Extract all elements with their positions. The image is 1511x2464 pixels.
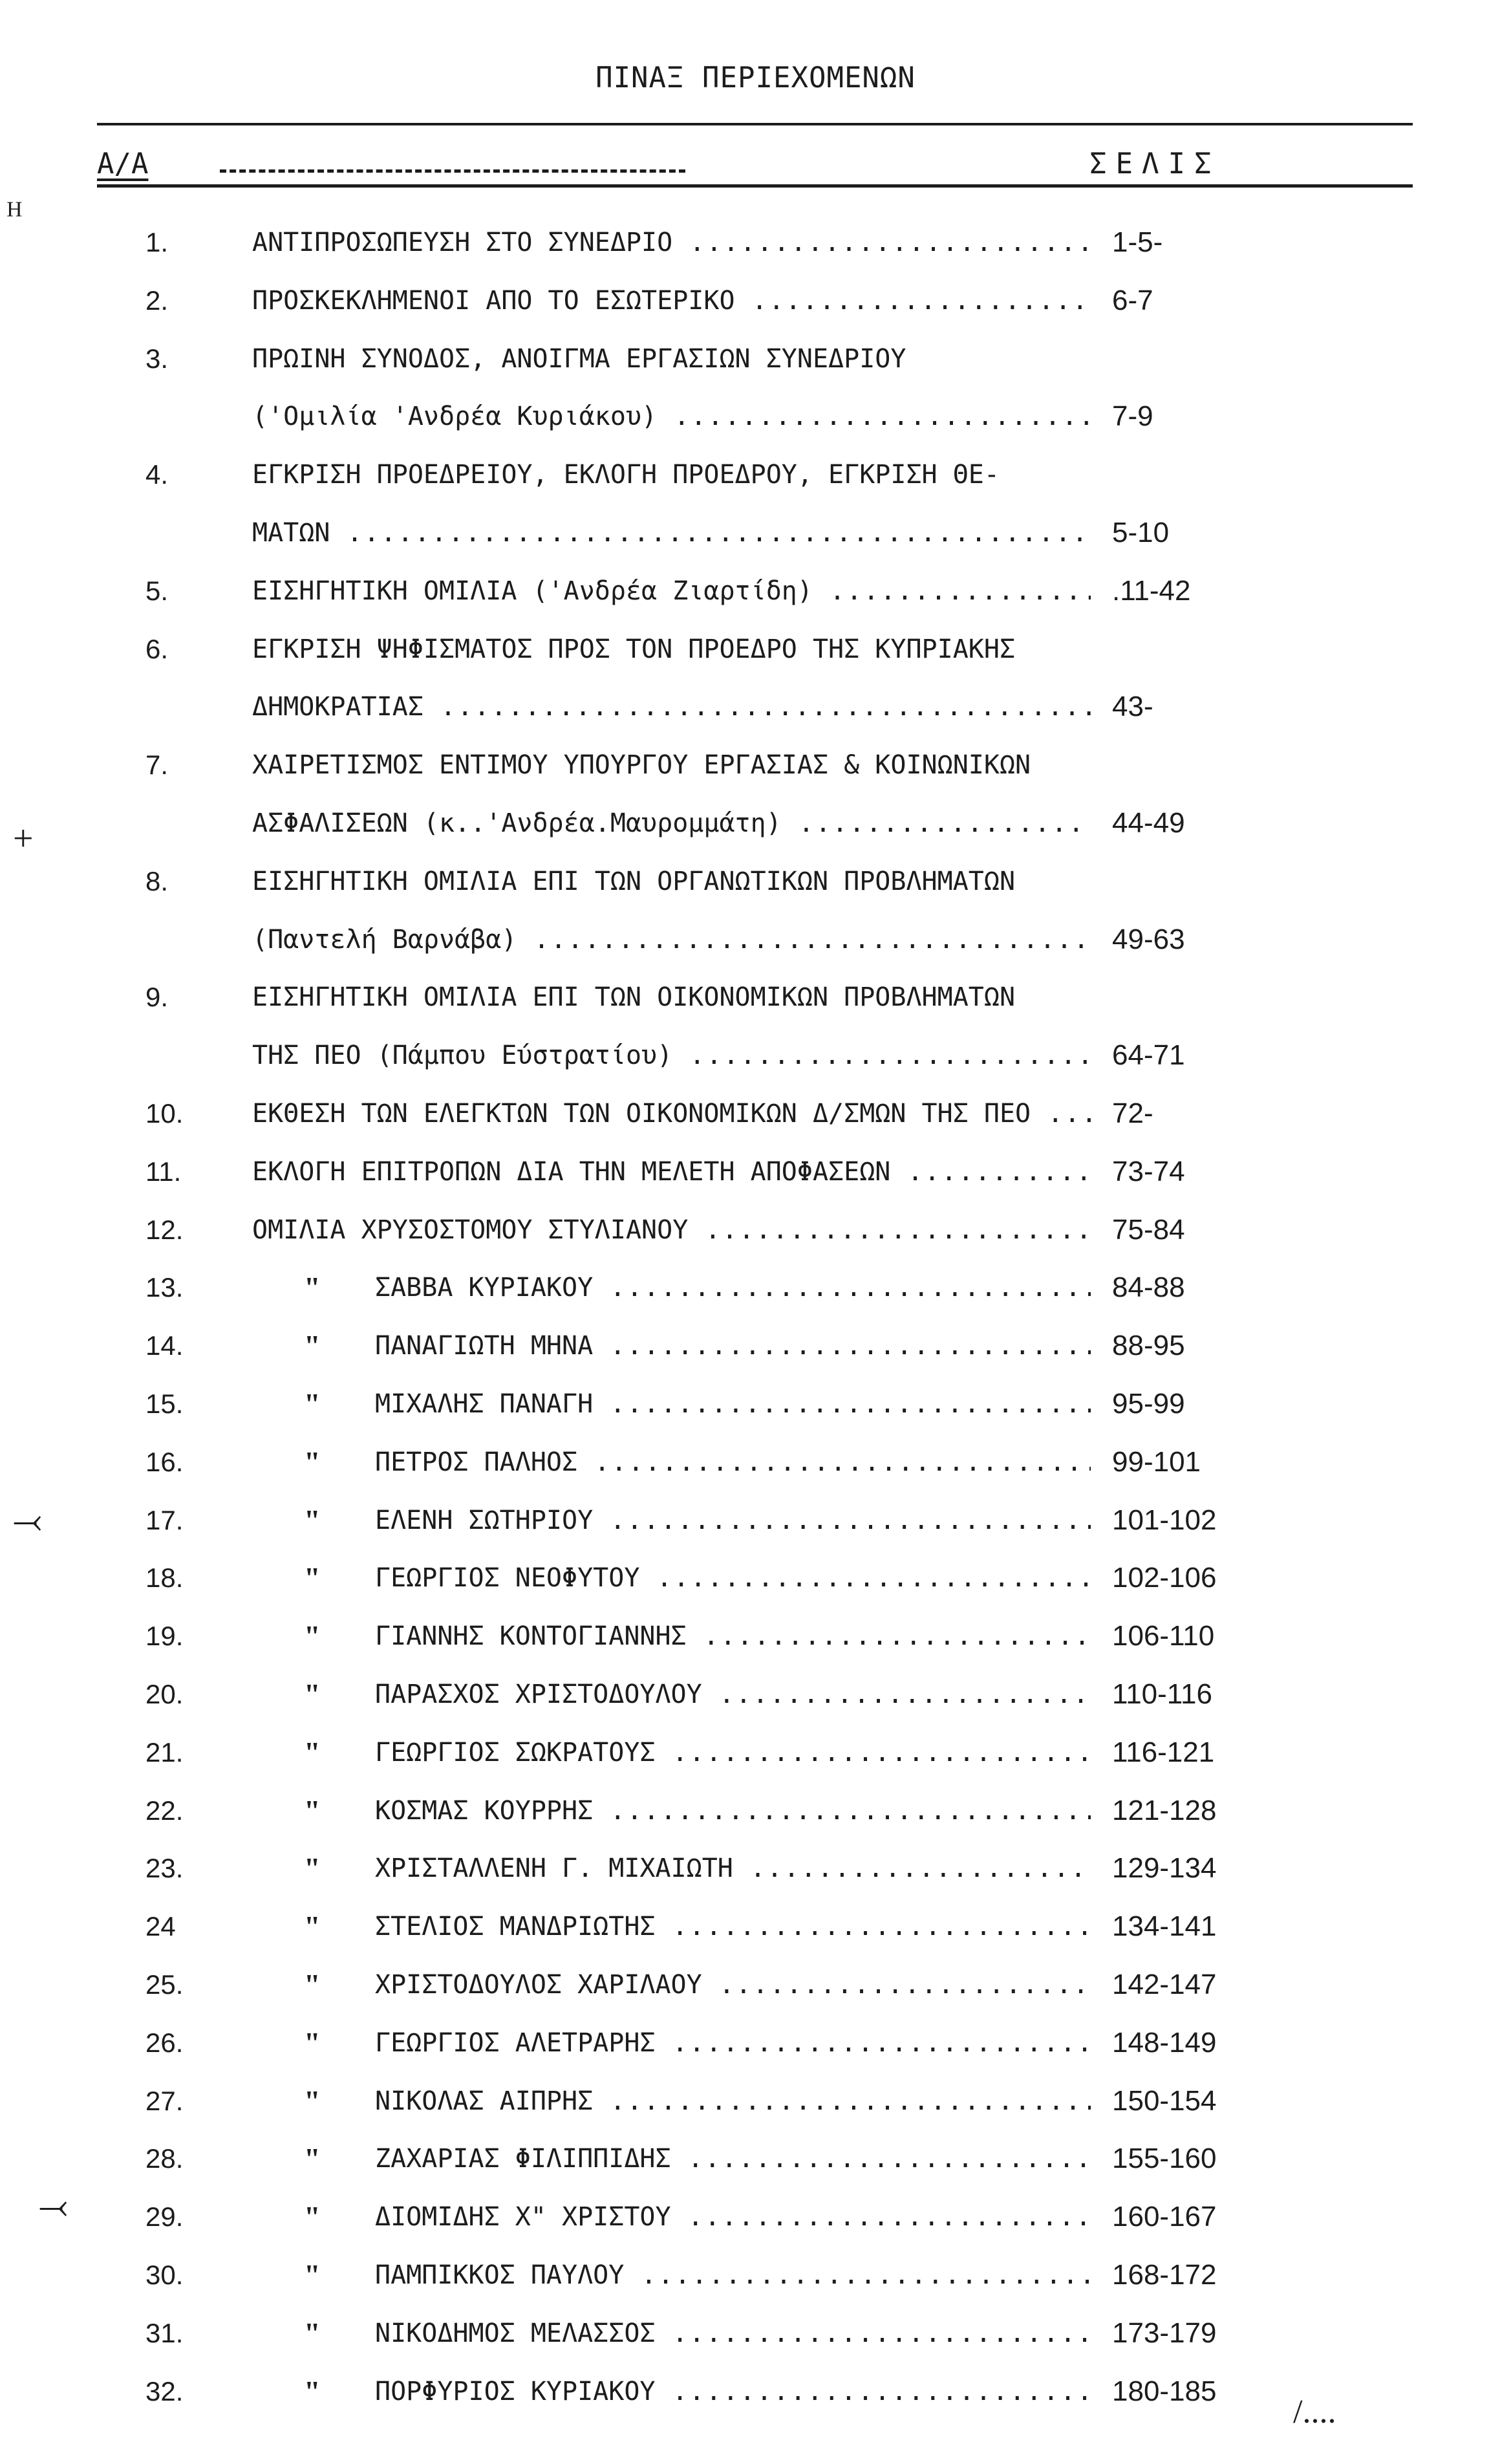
margin-mark-mid-left: + <box>13 819 34 859</box>
entry-number: 16. <box>145 1446 184 1477</box>
entry-number: 22. <box>145 1795 184 1826</box>
toc-entry <box>0 1094 1511 1133</box>
ditto-mark: " <box>304 2316 321 2350</box>
ditto-mark: " <box>304 2374 321 2408</box>
entry-title: ('Ομιλία 'Ανδρέα Κυριάκου) ..... <box>252 397 1091 436</box>
toc-entry <box>0 1965 1511 2004</box>
toc-entry <box>0 2082 1511 2121</box>
entry-pages: 106-110 <box>1112 1620 1215 1652</box>
entry-title: ΓΕΩΡΓΙΟΣ ΑΛΕΤΡΑΡΗΣ ..... <box>375 2024 1091 2062</box>
entry-title: ΣΤΕΛΙΟΣ ΜΑΝΔΡΙΩΤΗΣ ..... <box>375 1907 1091 1946</box>
ditto-mark: " <box>304 2084 321 2117</box>
toc-entry <box>0 1849 1511 1888</box>
ditto-mark: " <box>304 1735 321 1769</box>
ditto-mark: " <box>304 1619 321 1653</box>
entry-pages: 49-63 <box>1112 923 1185 955</box>
ditto-mark: " <box>304 1387 321 1420</box>
entry-title: ΓΕΩΡΓΙΟΣ ΣΩΚΡΑΤΟΥΣ ..... <box>375 1733 1091 1772</box>
entry-title: ΠΑΝΑΓΙΩΤΗ ΜΗΝΑ ..... <box>375 1326 1091 1365</box>
entry-title: ΕΓΚΡΙΣΗ ΨΗΦΙΣΜΑΤΟΣ ΠΡΟΣ ΤΟΝ ΠΡΟΕΔΡΟ ΤΗΣ ΚΥΠΡΙΑΚΗΣ <box>252 634 1016 664</box>
toc-entry <box>0 1675 1511 1714</box>
toc-entry <box>0 513 1511 552</box>
entry-title: ΚΟΣΜΑΣ ΚΟΥΡΡΗΣ ..... <box>375 1791 1091 1830</box>
ditto-mark: " <box>304 1678 321 1711</box>
entry-pages: 134-141 <box>1112 1910 1217 1943</box>
toc-entry <box>0 1326 1511 1365</box>
entry-title: ΟΜΙΛΙΑ ΧΡΥΣΟΣΤΟΜΟΥ ΣΤΥΛΙΑΝΟΥ ..... <box>252 1211 1091 1249</box>
entry-number: 32. <box>145 2375 184 2406</box>
toc-entry <box>0 920 1511 959</box>
toc-entry <box>0 1443 1511 1482</box>
entry-title: ΜΙΧΑΛΗΣ ΠΑΝΑΓΗ ..... <box>375 1385 1091 1423</box>
entry-pages: 173-179 <box>1112 2317 1217 2349</box>
entry-pages: 116-121 <box>1112 1736 1215 1768</box>
entry-number: 17. <box>145 1504 184 1535</box>
entry-title: ΓΙΑΝΝΗΣ ΚΟΝΤΟΓΙΑΝΝΗΣ ..... <box>375 1617 1091 1656</box>
entry-title: ΧΡΙΣΤΟΔΟΥΛΟΣ ΧΑΡΙΛΑΟΥ ..... <box>375 1965 1091 2004</box>
toc-entry <box>0 340 1511 378</box>
entry-number: 26. <box>145 2027 184 2058</box>
entry-pages: 129-134 <box>1112 1852 1217 1885</box>
entry-title: ΠΡΩΙΝΗ ΣΥΝΟΔΟΣ, ΑΝΟΙΓΜΑ ΕΡΓΑΣΙΩΝ ΣΥΝΕΔΡΙΟΥ <box>252 343 906 374</box>
entry-number: 14. <box>145 1330 184 1361</box>
entry-number: 24 <box>145 1911 176 1942</box>
toc-entry <box>0 1152 1511 1191</box>
entry-title: ΧΑΙΡΕΤΙΣΜΟΣ ΕΝΤΙΜΟΥ ΥΠΟΥΡΓΟΥ ΕΡΓΑΣΙΑΣ & ΚΟΙΝΩΝΙΚΩΝ <box>252 750 1031 781</box>
entry-pages: 1-5- <box>1112 226 1163 258</box>
entry-number: 28. <box>145 2143 184 2174</box>
entry-number: 18. <box>145 1562 184 1594</box>
entry-number: 27. <box>145 2085 184 2116</box>
entry-pages: 44-49 <box>1112 807 1185 839</box>
entry-number: 31. <box>145 2317 184 2348</box>
toc-entry <box>0 2256 1511 2295</box>
entry-title: ΑΣΦΑΛΙΣΕΩΝ (κ..'Ανδρέα.Μαυρομμάτη) ..... <box>252 804 1091 843</box>
entry-title: ΤΗΣ ΠΕΟ (Πάμπου Εύστρατίου) ..... <box>252 1036 1091 1075</box>
toc-entry <box>0 978 1511 1017</box>
entry-pages: 84-88 <box>1112 1271 1185 1304</box>
entry-number: 15. <box>145 1389 184 1419</box>
page-title: ΠΙΝΑΞ ΠΕΡΙΕΧΟΜΕΝΩΝ <box>595 61 916 94</box>
toc-entry <box>0 2139 1511 2178</box>
entry-title: ΜΑΤΩΝ ..... <box>252 513 1091 552</box>
entry-number: 29. <box>145 2201 184 2232</box>
entry-title: ΠΟΡΦΥΡΙΟΣ ΚΥΡΙΑΚΟΥ ..... <box>375 2372 1091 2411</box>
toc-entry <box>0 630 1511 669</box>
entry-title: ΔΗΜΟΚΡΑΤΙΑΣ ..... <box>252 687 1091 726</box>
entry-title: ΕΙΣΗΓΗΤΙΚΗ ΟΜΙΛΙΑ ('Ανδρέα Ζιαρτίδη) ..... <box>252 572 1091 611</box>
entry-title: (Παντελή Βαρνάβα) ..... <box>252 920 1091 959</box>
ditto-mark: " <box>304 1852 321 1885</box>
entry-number: 30. <box>145 2260 184 2290</box>
entry-pages: 75-84 <box>1112 1213 1185 1246</box>
ditto-mark: " <box>304 1968 321 2001</box>
toc-entry <box>0 1907 1511 1946</box>
toc-entry <box>0 223 1511 262</box>
entry-pages: 102-106 <box>1112 1562 1217 1594</box>
entry-title: ΕΛΕΝΗ ΣΩΤΗΡΙΟΥ ..... <box>375 1501 1091 1540</box>
toc-entry <box>0 2024 1511 2062</box>
toc-entry <box>0 1385 1511 1423</box>
entry-number: 12. <box>145 1214 184 1245</box>
ditto-mark: " <box>304 1793 321 1827</box>
toc-entry <box>0 2372 1511 2411</box>
ditto-mark: " <box>304 2258 321 2291</box>
entry-pages: 7-9 <box>1112 400 1153 433</box>
entry-pages: 155-160 <box>1112 2143 1217 2175</box>
ditto-mark: " <box>304 1329 321 1363</box>
entry-title: ΠΑΡΑΣΧΟΣ ΧΡΙΣΤΟΔΟΥΛΟΥ ..... <box>375 1675 1091 1714</box>
ditto-mark: " <box>304 1503 321 1537</box>
margin-mark-lower-left: ⤙ <box>13 1501 42 1541</box>
entry-pages: 5-10 <box>1112 517 1170 548</box>
toc-entry <box>0 1791 1511 1830</box>
entry-title: ΧΡΙΣΤΑΛΛΕΝΗ Γ. ΜΙΧΑΙΩΤΗ ..... <box>375 1849 1091 1888</box>
entry-title: ΝΙΚΟΛΑΣ ΑΙΠΡΗΣ ..... <box>375 2082 1091 2121</box>
ditto-mark: " <box>304 1561 321 1595</box>
entry-pages: 121-128 <box>1112 1794 1217 1826</box>
entry-pages: 110-116 <box>1112 1678 1212 1710</box>
entry-number: 3. <box>145 343 169 374</box>
entry-pages: 150-154 <box>1112 2084 1217 2117</box>
entry-number: 6. <box>145 633 169 664</box>
toc-entry <box>0 1559 1511 1597</box>
entry-title: ΓΕΩΡΓΙΟΣ ΝΕΟΦΥΤΟΥ ..... <box>375 1559 1091 1597</box>
toc-entry <box>0 1501 1511 1540</box>
entry-number: 10. <box>145 1098 184 1129</box>
entry-pages: 88-95 <box>1112 1330 1185 1362</box>
entry-pages: 6-7 <box>1112 284 1153 316</box>
header-number-label: Α/Α <box>97 147 149 180</box>
ditto-mark: " <box>304 2200 321 2234</box>
entry-pages: .11-42 <box>1112 574 1191 607</box>
entry-number: 1. <box>145 227 169 257</box>
entry-title: ΕΚΛΟΓΗ ΕΠΙΤΡΟΠΩΝ ΔΙΑ ΤΗΝ ΜΕΛΕΤΗ ΑΠΟΦΑΣΕΩΝ ..... <box>252 1152 1091 1191</box>
entry-pages: 43- <box>1112 691 1153 723</box>
entry-number: 11. <box>145 1156 182 1187</box>
entry-title: ΕΓΚΡΙΣΗ ΠΡΟΕΔΡΕΙΟΥ, ΕΚΛΟΓΗ ΠΡΟΕΔΡΟΥ, ΕΓΚΡΙΣΗ ΘΕ- <box>252 460 1000 490</box>
entry-title: ΠΑΜΠΙΚΚΟΣ ΠΑΥΛΟΥ ..... <box>375 2256 1091 2295</box>
entry-number: 8. <box>145 865 169 896</box>
toc-entry <box>0 2198 1511 2236</box>
entry-pages: 72- <box>1112 1097 1153 1129</box>
entry-pages: 180-185 <box>1112 2375 1217 2407</box>
toc-entry <box>0 1211 1511 1249</box>
toc-entry <box>0 572 1511 611</box>
entry-title: ΣΑΒΒΑ ΚΥΡΙΑΚΟΥ ..... <box>375 1268 1091 1307</box>
margin-mark-top-left: ᴴ <box>6 195 23 235</box>
toc-entry <box>0 1733 1511 1772</box>
entry-number: 7. <box>145 750 169 781</box>
entry-number: 4. <box>145 459 169 490</box>
entry-number: 20. <box>145 1679 184 1709</box>
ditto-mark: " <box>304 1910 321 1943</box>
entry-title: ΖΑΧΑΡΙΑΣ ΦΙΛΙΠΠΙΔΗΣ ..... <box>375 2139 1091 2178</box>
toc-entry <box>0 1036 1511 1075</box>
entry-number: 23. <box>145 1853 184 1884</box>
entry-title: ΕΙΣΗΓΗΤΙΚΗ ΟΜΙΛΙΑ ΕΠΙ ΤΩΝ ΟΡΓΑΝΩΤΙΚΩΝ ΠΡΟΒΛΗΜΑΤΩΝ <box>252 866 1016 896</box>
entry-pages: 73-74 <box>1112 1155 1185 1187</box>
entry-pages: 95-99 <box>1112 1388 1185 1420</box>
entry-number: 2. <box>145 285 169 316</box>
ditto-mark: " <box>304 1445 321 1478</box>
toc-entry <box>0 1617 1511 1656</box>
entry-pages: 142-147 <box>1112 1969 1217 2000</box>
entry-title: ΔΙΟΜΙΔΗΣ Χ" ΧΡΙΣΤΟΥ ..... <box>375 2198 1091 2236</box>
toc-entry <box>0 804 1511 843</box>
toc-entry <box>0 455 1511 494</box>
margin-mark-bottom-left: ⤙ <box>39 2187 68 2227</box>
header-page-label: ΣΕΛΙΣ <box>1089 147 1221 180</box>
entry-pages: 64-71 <box>1112 1039 1185 1072</box>
ditto-mark: " <box>304 2026 321 2059</box>
toc-entry <box>0 687 1511 726</box>
entry-pages: 99-101 <box>1112 1445 1201 1478</box>
entry-number: 19. <box>145 1621 184 1652</box>
toc-entry <box>0 1268 1511 1307</box>
entry-number: 5. <box>145 575 169 606</box>
entry-pages: 160-167 <box>1112 2201 1217 2233</box>
entry-title: ΕΙΣΗΓΗΤΙΚΗ ΟΜΙΛΙΑ ΕΠΙ ΤΩΝ ΟΙΚΟΝΟΜΙΚΩΝ ΠΡΟΒΛΗΜΑΤΩΝ <box>252 982 1016 1013</box>
entry-pages: 101-102 <box>1112 1504 1217 1536</box>
entry-title: ΕΚΘΕΣΗ ΤΩΝ ΕΛΕΓΚΤΩΝ ΤΩΝ ΟΙΚΟΝΟΜΙΚΩΝ Δ/ΣΜΩΝ ΤΗΣ ΠΕΟ ..... <box>252 1094 1091 1133</box>
continuation-mark: /.... <box>1293 2394 1336 2430</box>
toc-entry <box>0 746 1511 784</box>
toc-entry <box>0 397 1511 436</box>
entry-title: ΠΕΤΡΟΣ ΠΑΛΗΟΣ ..... <box>375 1443 1091 1482</box>
entry-title: ΠΡΟΣΚΕΚΛΗΜΕΝΟΙ ΑΠΟ ΤΟ ΕΣΩΤΕΡΙΚΟ ..... <box>252 281 1091 320</box>
entry-number: 25. <box>145 1969 184 2000</box>
entry-number: 21. <box>145 1736 184 1767</box>
ditto-mark: " <box>304 1271 321 1304</box>
entry-pages: 168-172 <box>1112 2259 1217 2291</box>
entry-title: ΑΝΤΙΠΡΟΣΩΠΕΥΣΗ ΣΤΟ ΣΥΝΕΔΡΙΟ ..... <box>252 223 1091 262</box>
ditto-mark: " <box>304 2142 321 2176</box>
entry-number: 13. <box>145 1272 184 1303</box>
entry-number: 9. <box>145 982 169 1013</box>
toc-entry <box>0 862 1511 901</box>
toc-entry <box>0 2314 1511 2353</box>
toc-entry <box>0 281 1511 320</box>
entry-title: ΝΙΚΟΔΗΜΟΣ ΜΕΛΑΣΣΟΣ ..... <box>375 2314 1091 2353</box>
entry-pages: 148-149 <box>1112 2026 1217 2059</box>
